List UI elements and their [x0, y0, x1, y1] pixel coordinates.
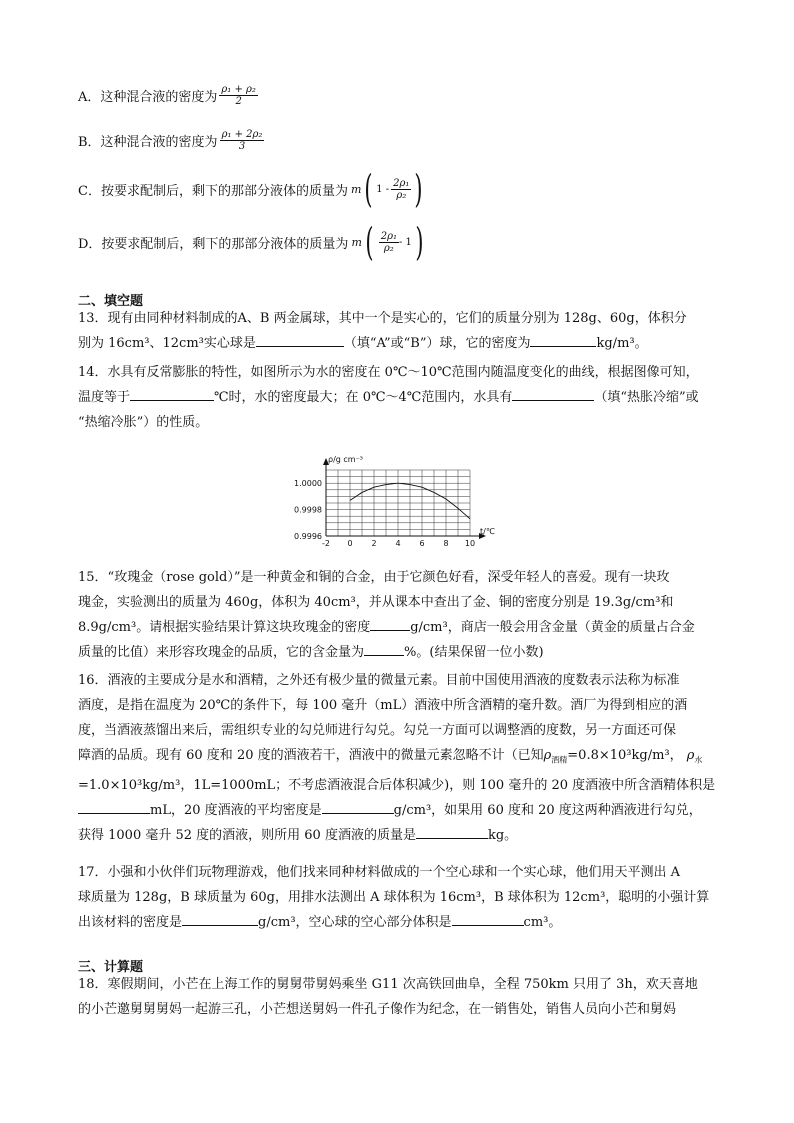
answer-blank[interactable]	[530, 332, 596, 347]
option-d-post: - 1	[398, 236, 412, 248]
y-tick-label: 0.9996	[294, 532, 322, 541]
option-d-denominator: ρ₂	[383, 242, 394, 254]
answer-blank[interactable]	[370, 616, 410, 631]
x-tick-label: 10	[464, 539, 476, 548]
x-tick-labels	[322, 539, 475, 548]
section-heading-fill-in: 二、填空题	[78, 294, 144, 309]
option-c	[78, 167, 426, 211]
option-c-pre: 1 -	[376, 183, 390, 195]
y-axis-label: ρ/g cm⁻³	[328, 455, 364, 464]
x-tick-label: 0	[347, 539, 353, 548]
option-a-text: A．这种混合液的密度为	[78, 90, 218, 105]
option-d-m: m	[351, 235, 362, 249]
option-c-m: m	[350, 182, 362, 196]
left-paren: (	[365, 220, 374, 264]
x-tick-label: 4	[395, 539, 401, 548]
option-b-fraction	[220, 129, 265, 152]
option-d-formula	[351, 220, 426, 264]
option-b-numerator: ρ₁ + 2ρ₂	[221, 129, 263, 140]
option-c-numerator: 2ρ₁	[393, 177, 410, 189]
option-a-numerator: ρ₁ + ρ₂	[221, 84, 256, 95]
question-17: 17．小强和小伙伴们玩物理游戏，他们找来同种材料做成的一个空心球和一个实心球，他们用天平测出 A 球质量为 128g，B 球质量为 60g，用排水法测出 A 球体积为 16cm³，B 球体积为 12cm³，聪明的小强计算 出该材料的密度是 g/cm³，空心球的空心部分体积是 cm³。	[78, 865, 710, 930]
y-tick-labels	[294, 479, 322, 541]
option-b-denominator: 3	[238, 141, 246, 152]
question-13: 13．现有由同种材料制成的A、B 两金属球，其中一个是实心的，它们的质量分别为 128g、60g，体积分 别为 16cm³、12cm³实心球是 （填“A”或“B”）球，它的密度为 kg/m³。	[78, 311, 687, 351]
option-d-numerator: 2ρ₁	[380, 230, 397, 242]
answer-blank[interactable]	[130, 386, 214, 401]
option-c-text: C．按要求配制后，剩下的那部分液体的质量为	[78, 183, 348, 199]
option-a-fraction	[219, 84, 258, 107]
answer-blank[interactable]	[512, 386, 594, 401]
x-tick-label: -2	[322, 539, 330, 548]
water-density-chart	[284, 452, 504, 552]
answer-blank[interactable]	[364, 641, 404, 656]
option-a-denominator: 2	[235, 96, 242, 107]
answer-blank[interactable]	[322, 799, 394, 814]
option-c-formula	[350, 167, 426, 211]
left-paren: (	[364, 167, 373, 211]
answer-blank[interactable]	[256, 332, 344, 347]
option-d-text: D．按要求配制后，剩下的那部分液体的质量为	[78, 236, 349, 252]
y-tick-label: 1.0000	[294, 479, 322, 489]
x-tick-label: 8	[443, 539, 449, 548]
question-18: 18．寒假期间，小芒在上海工作的舅舅带舅妈乘坐 G11 次高铁回曲阜，全程 750km 只用了 3h，欢天喜地 的小芒邀舅舅舅妈一起游三孔，小芒想送舅妈一件孔子像作为纪念，在一销售处，销售人员向小芒和舅妈	[78, 977, 698, 1017]
question-14: 14．水具有反常膨胀的特性，如图所示为水的密度在 0℃～10℃范围内随温度变化的曲线，根据图像可知， 温度等于 ℃时，水的密度最大；在 0℃～4℃范围内，水具有 （填“热胀冷缩”或 “热缩冷胀”）的性质。	[78, 365, 699, 430]
option-b-text: B．这种混合液的密度为	[78, 135, 218, 150]
question-16: 16．酒液的主要成分是水和酒精，之外还有极少量的微量元素。目前中国使用酒液的度数表示法称为标准 酒度，是指在温度为 20℃的条件下，每 100 毫升（mL）酒液中所含酒精的毫升数。酒厂为得到相应的酒 度，当酒液蒸馏出来后，需组织专业的勾兑师进行勾兑。勾兑一方面可以调整酒的度数，另一方面还可保 障酒的品质。现有 60 度和 20 度的酒液若干，酒液中的微量元素忽略不计（已知$\rho_{酒精}=0.8\times 10^3kg/m^3$， $\rho_水$ =1.0×10³kg/m³，1L=1000mL；不考虑酒液混合后体积减少)，则 100 毫升的 20 度酒液中所含酒精体积是 mL，20 度酒液的平均密度是 g/cm³，如果用 60 度和 20 度这两种酒液进行勾兑， 获得 1000 毫升 52 度的酒液，则所用 60 度酒液的质量是 kg。	[78, 673, 716, 843]
x-axis-label: t/℃	[480, 527, 495, 536]
option-b	[78, 129, 264, 152]
question-15: 15．“玫瑰金（rose gold）”是一种黄金和铜的合金，由于它颜色好看，深受年轻人的喜爱。现有一块玫 瑰金，实验测出的质量为 460g，体积为 40cm³，并从课本中查出了金、铜的密度分别是 19.3g/cm³和 8.9g/cm³。请根据实验结果计算这块玫瑰金的密度 g/cm³，商店一般会用含金量（黄金的质量占合金 质量的比值）来形容玫瑰金的品质，它的含金量为 %。(结果保留一位小数)	[78, 570, 695, 660]
answer-blank[interactable]	[182, 911, 258, 926]
option-d	[78, 220, 427, 264]
answer-blank[interactable]	[416, 824, 488, 839]
right-paren: )	[414, 167, 423, 211]
y-tick-label: 0.9998	[294, 505, 322, 515]
x-tick-label: 6	[419, 539, 425, 548]
answer-blank[interactable]	[452, 911, 524, 926]
section-heading-calculation: 三、计算题	[78, 960, 144, 975]
option-c-denominator: ρ₂	[396, 189, 407, 201]
right-paren: )	[415, 220, 424, 264]
option-a	[78, 84, 258, 107]
x-tick-label: 2	[371, 539, 377, 548]
chart-grid	[326, 470, 470, 536]
answer-blank[interactable]	[78, 799, 150, 814]
